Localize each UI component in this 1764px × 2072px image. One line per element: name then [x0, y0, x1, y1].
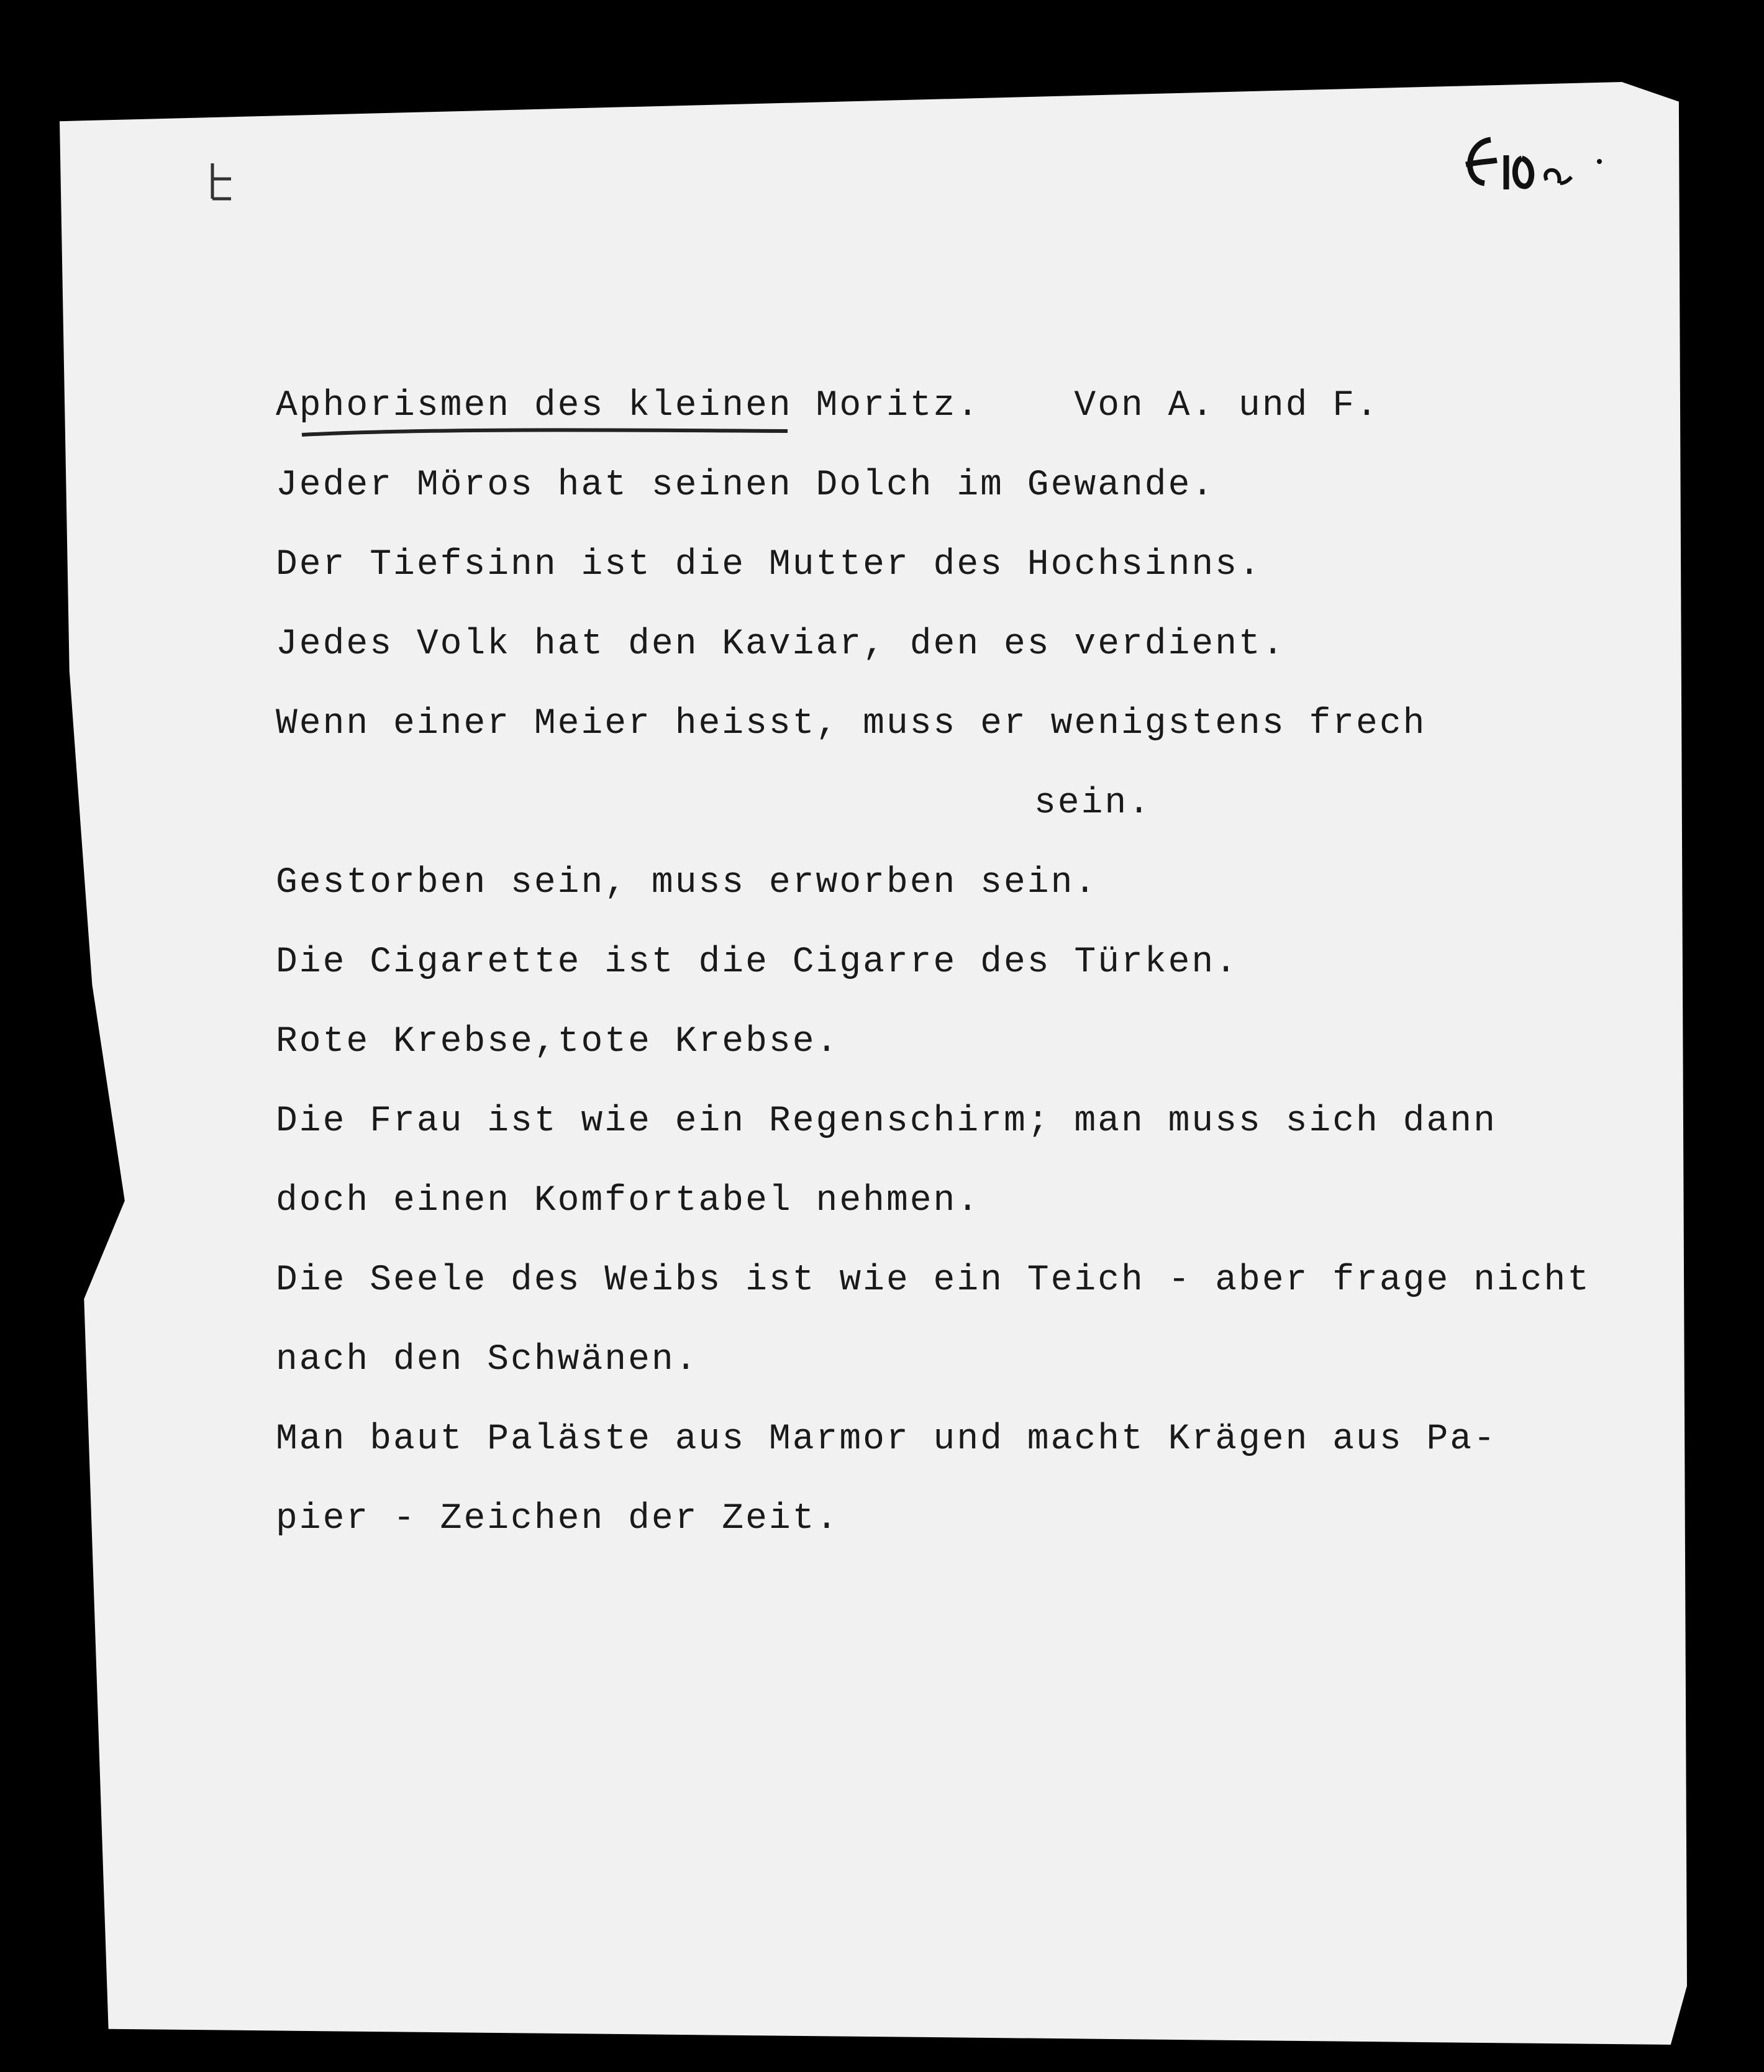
aphorism-line: doch einen Komfortabel nehmen. — [276, 1181, 981, 1221]
aphorism-line: Man baut Paläste aus Marmor und macht Krägen aus Pa- — [276, 1419, 1497, 1460]
aphorism-line: Rote Krebse,tote Krebse. — [276, 1022, 840, 1062]
margin-mark-icon — [206, 160, 250, 204]
aphorism-line: Die Cigarette ist die Cigarre des Türken. — [276, 942, 1239, 983]
handwritten-corner-note — [1453, 130, 1609, 199]
typed-text-body — [276, 366, 1591, 1559]
aphorism-line: sein. — [1034, 783, 1152, 824]
title-underline — [299, 427, 790, 437]
aphorism-line: Die Frau ist wie ein Regenschirm; man muss sich dann — [276, 1101, 1497, 1142]
aphorism-line: Gestorben sein, muss erworben sein. — [276, 863, 1098, 903]
aphorism-line: nach den Schwänen. — [276, 1340, 699, 1380]
title-line: Aphorismen des kleinen Moritz. Von A. und F. — [276, 386, 1380, 426]
aphorism-line: Jedes Volk hat den Kaviar, den es verdient. — [276, 624, 1286, 665]
aphorism-line: pier - Zeichen der Zeit. — [276, 1499, 840, 1539]
aphorism-line: Wenn einer Meier heisst, muss er wenigstens frech — [276, 704, 1427, 744]
aphorism-line: Der Tiefsinn ist die Mutter des Hochsinns. — [276, 545, 1262, 585]
aphorism-line: Jeder Möros hat seinen Dolch im Gewande. — [276, 465, 1216, 506]
aphorism-line: Die Seele des Weibs ist wie ein Teich - aber frage nicht — [276, 1260, 1591, 1301]
